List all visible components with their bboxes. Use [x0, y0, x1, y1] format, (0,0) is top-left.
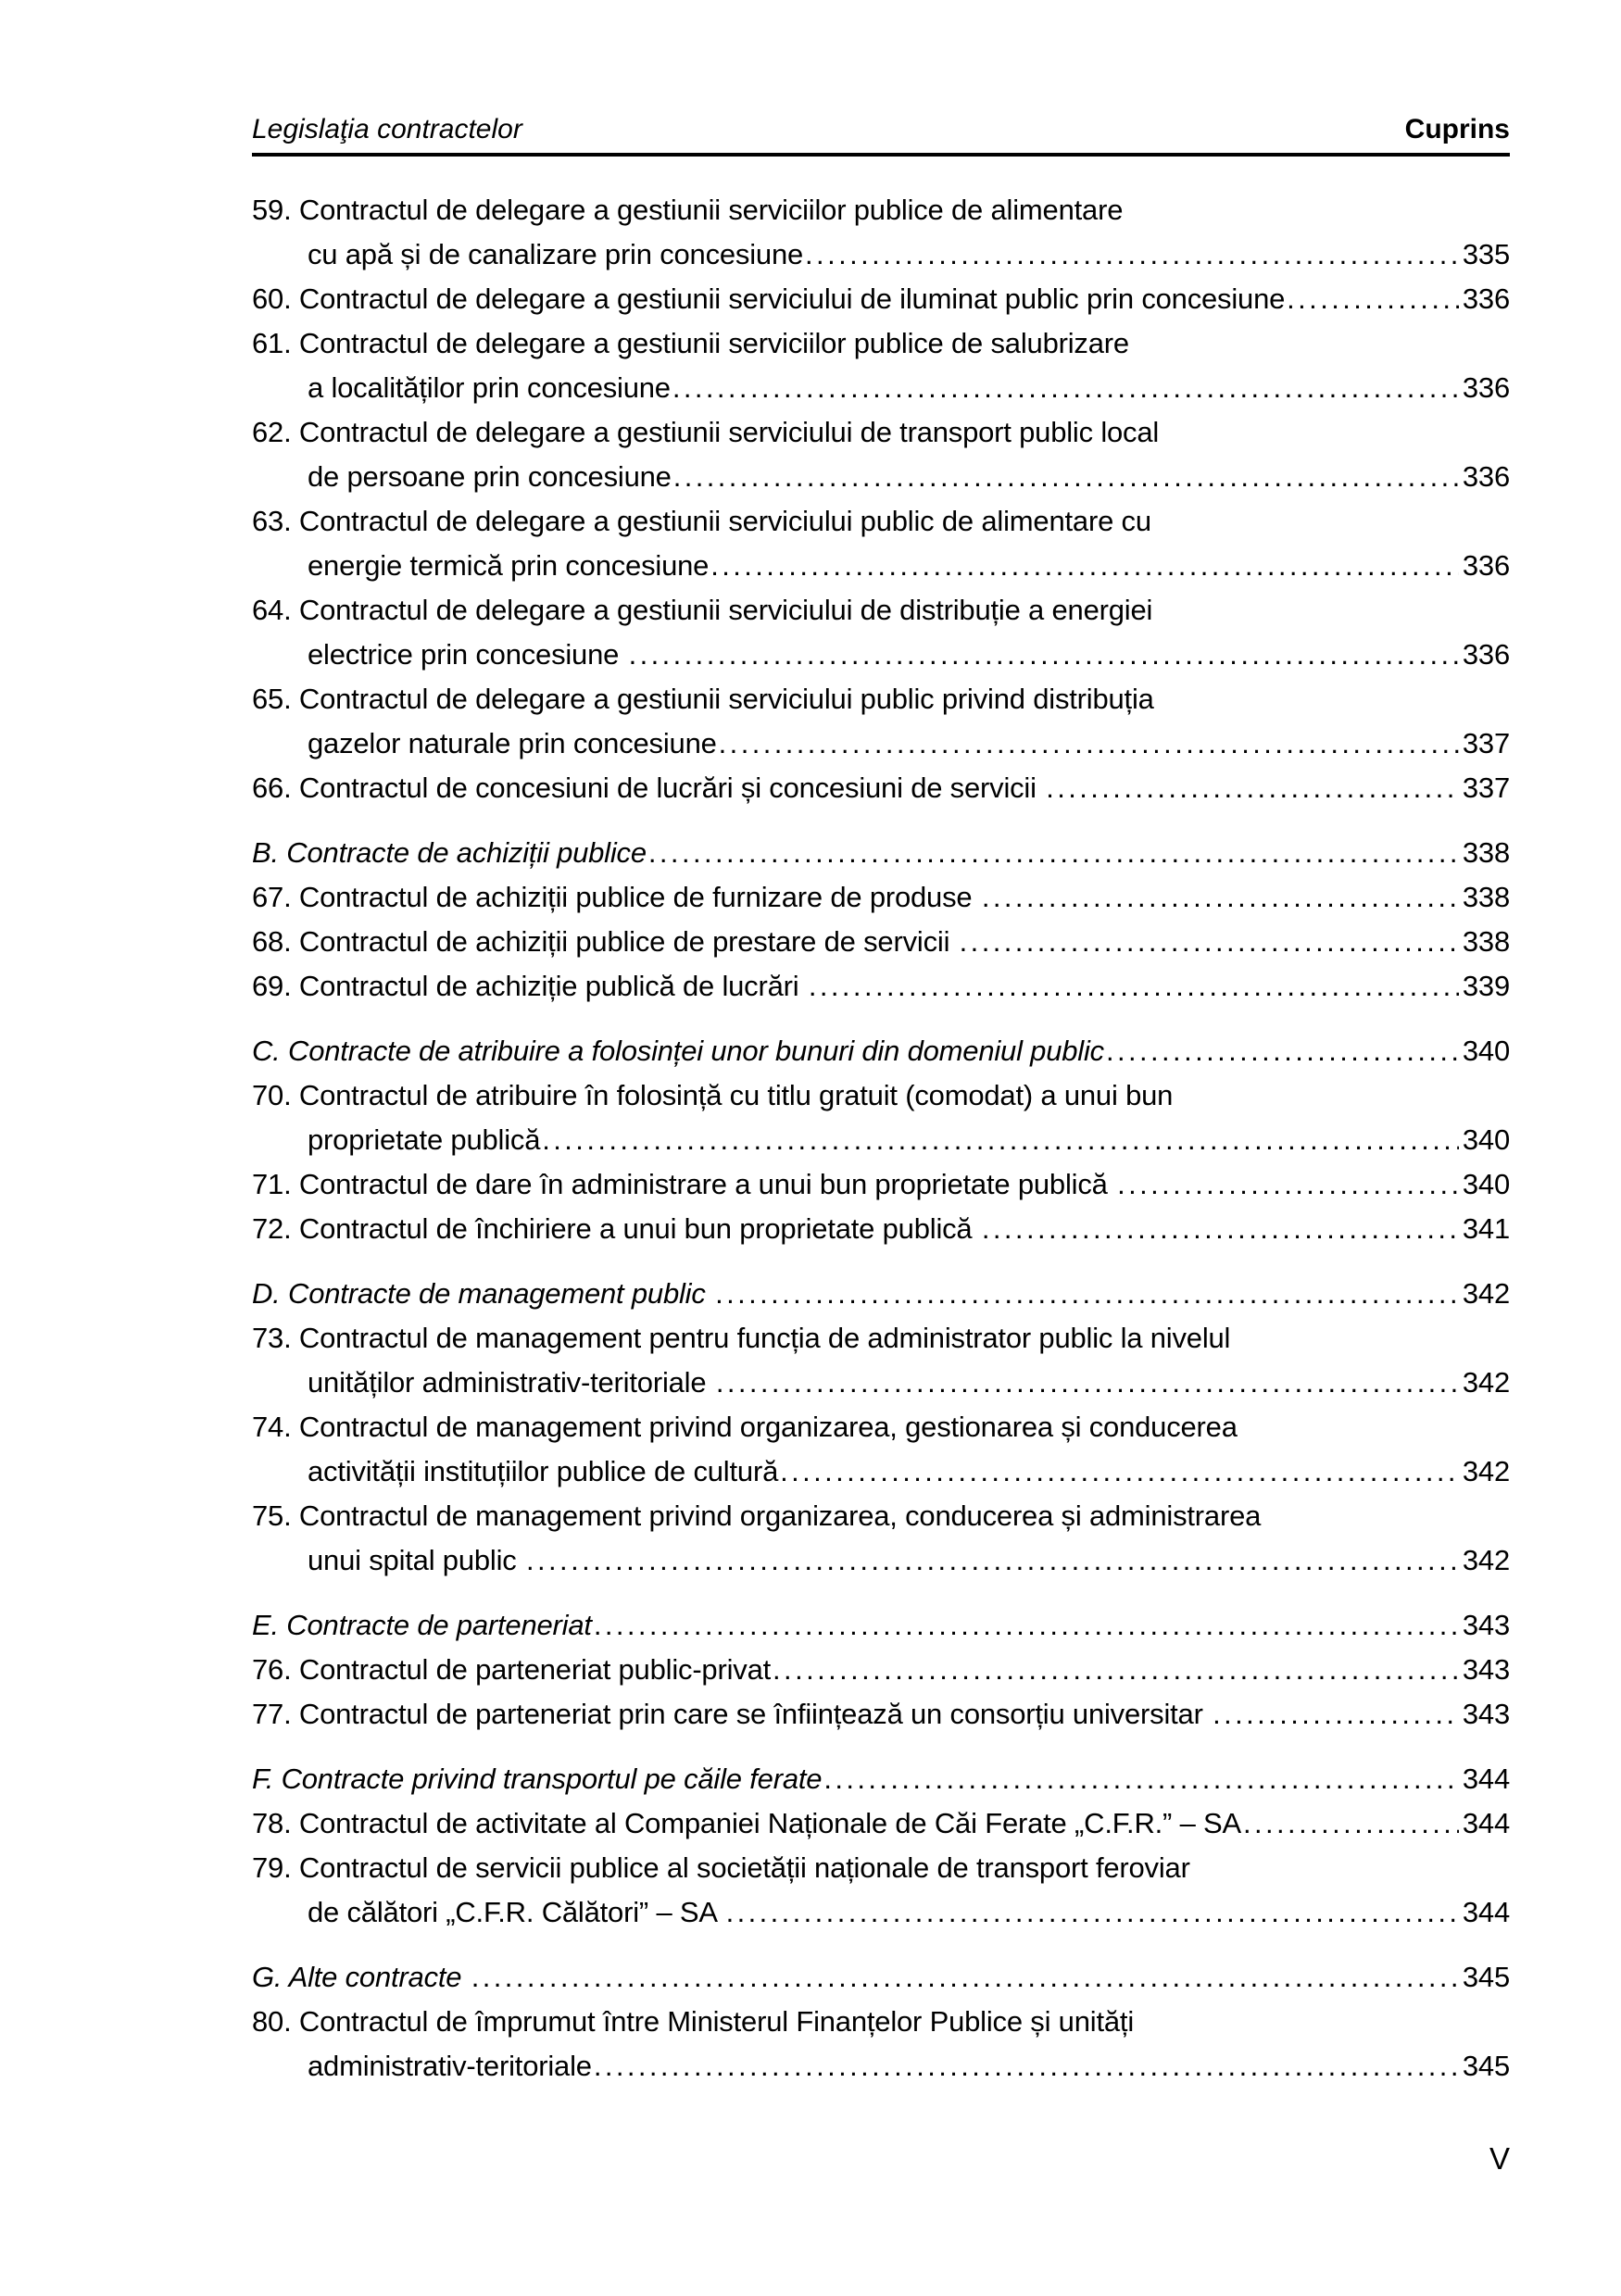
toc-line [252, 766, 1510, 810]
page-footer [252, 2140, 1510, 2177]
entry-text: administrativ-teritoriale [308, 2050, 592, 2082]
toc-list [252, 188, 1510, 2089]
entry-page-number: 337 [1462, 772, 1510, 804]
dot-leader [726, 1890, 1459, 1935]
entry-text: unui spital public [308, 1544, 525, 1576]
toc-item [252, 2000, 1510, 2089]
entry-page-number: 338 [1462, 925, 1510, 958]
toc-line [252, 1890, 1510, 1935]
dot-leader [710, 544, 1459, 588]
toc-line [252, 1361, 1510, 1405]
toc-section-heading [252, 1955, 1510, 2000]
entry-page-number: 345 [1462, 1961, 1510, 1993]
entry-text: D. Contracte de management public [252, 1277, 714, 1310]
entry-page-number: 335 [1462, 238, 1510, 270]
toc-section-heading [252, 1029, 1510, 1073]
dot-leader [594, 2044, 1459, 2089]
entry-page-number: 342 [1462, 1544, 1510, 1576]
entry-text: 61. Contractul de delegare a gestiunii serviciilor publice de salubrizare [252, 327, 1129, 359]
entry-text: activității instituțiilor publice de cultură [308, 1455, 779, 1487]
toc-line [252, 1801, 1510, 1846]
toc-item [252, 1692, 1510, 1737]
entry-page-number: 340 [1462, 1168, 1510, 1200]
toc-line [252, 875, 1510, 920]
entry-page-number: 344 [1462, 1807, 1510, 1839]
entry-text: 60. Contractul de delegare a gestiunii serviciului de iluminat public prin concesiune [252, 282, 1286, 315]
toc-item [252, 1494, 1510, 1583]
toc-item [252, 875, 1510, 920]
entry-page-number: 336 [1462, 460, 1510, 493]
toc-item [252, 277, 1510, 321]
dot-leader [982, 1207, 1459, 1251]
dot-leader [526, 1538, 1459, 1583]
toc-line [252, 366, 1510, 410]
toc-line [252, 1316, 1510, 1361]
entry-text: 70. Contractul de atribuire în folosință cu titlu gratuit (comodat) a unui bun [252, 1079, 1174, 1111]
toc-item [252, 920, 1510, 964]
toc-line [252, 1692, 1510, 1737]
entry-text: 68. Contractul de achiziții publice de prestare de servicii [252, 925, 958, 958]
entry-text: 66. Contractul de concesiuni de lucrări și concesiuni de servicii [252, 772, 1045, 804]
entry-page-number: 345 [1462, 2050, 1510, 2082]
entry-text: 62. Contractul de delegare a gestiunii serviciului de transport public local [252, 416, 1160, 448]
entry-text: energie termică prin concesiune [308, 549, 710, 582]
entry-page-number: 342 [1462, 1277, 1510, 1310]
dot-leader [780, 1449, 1459, 1494]
toc-item [252, 1405, 1510, 1494]
toc-line [252, 1449, 1510, 1494]
dot-leader [594, 1603, 1459, 1648]
toc-line [252, 1118, 1510, 1162]
entry-page-number: 336 [1462, 371, 1510, 404]
toc-line [252, 1955, 1510, 2000]
toc-line [252, 1538, 1510, 1583]
toc-section-heading [252, 831, 1510, 875]
entry-text: de călători „C.F.R. Călători” – SA [308, 1896, 724, 1928]
entry-page-number: 337 [1462, 727, 1510, 759]
entry-page-number: 336 [1462, 282, 1510, 315]
toc-line [252, 410, 1510, 455]
dot-leader [823, 1757, 1459, 1801]
toc-line [252, 321, 1510, 366]
folio-page-number: V [1489, 2141, 1510, 2176]
toc-item [252, 499, 1510, 588]
entry-text: G. Alte contracte [252, 1961, 470, 1993]
entry-page-number: 343 [1462, 1653, 1510, 1686]
toc-line [252, 455, 1510, 499]
dot-leader [773, 1648, 1459, 1692]
entry-text: unităților administrativ-teritoriale [308, 1366, 714, 1399]
entry-page-number: 336 [1462, 549, 1510, 582]
entry-page-number: 343 [1462, 1609, 1510, 1641]
entry-page-number: 340 [1462, 1035, 1510, 1067]
toc-line [252, 588, 1510, 633]
toc-item [252, 964, 1510, 1009]
toc-item [252, 1846, 1510, 1935]
entry-text: electrice prin concesiune [308, 638, 627, 671]
dot-leader [648, 831, 1459, 875]
chapter-label: Cuprins [1404, 114, 1510, 144]
entry-text: 78. Contractul de activitate al Companiei Naționale de Căi Ferate „C.F.R.” – SA [252, 1807, 1241, 1839]
entry-text: 72. Contractul de închiriere a unui bun proprietate publică [252, 1212, 980, 1245]
toc-item [252, 588, 1510, 677]
dot-leader [1046, 766, 1459, 810]
entry-text: 67. Contractul de achiziții publice de furnizare de produse [252, 881, 980, 913]
entry-text: 77. Contractul de parteneriat prin care se înființează un consorțiu universitar [252, 1698, 1212, 1730]
toc-item [252, 1648, 1510, 1692]
dot-leader [542, 1118, 1459, 1162]
dot-leader [1243, 1801, 1459, 1846]
toc-item [252, 1207, 1510, 1251]
dot-leader [471, 1955, 1459, 2000]
toc-line [252, 188, 1510, 232]
dot-leader [715, 1272, 1459, 1316]
entry-page-number: 342 [1462, 1366, 1510, 1399]
entry-text: 79. Contractul de servicii publice al societății naționale de transport feroviar [252, 1851, 1190, 1884]
entry-page-number: 344 [1462, 1896, 1510, 1928]
entry-text: cu apă și de canalizare prin concesiune [308, 238, 804, 270]
toc-item [252, 1073, 1510, 1162]
dot-leader [1287, 277, 1459, 321]
entry-text: a localităților prin concesiune [308, 371, 671, 404]
toc-line [252, 1846, 1510, 1890]
toc-line [252, 964, 1510, 1009]
entry-page-number: 339 [1462, 970, 1510, 1002]
toc-line [252, 633, 1510, 677]
toc-item [252, 410, 1510, 499]
entry-text: E. Contracte de parteneriat [252, 1609, 592, 1641]
entry-page-number: 338 [1462, 836, 1510, 869]
entry-text: proprietate publică [308, 1123, 541, 1156]
dot-leader [673, 455, 1459, 499]
toc-line [252, 1029, 1510, 1073]
entry-page-number: 344 [1462, 1763, 1510, 1795]
toc-item [252, 677, 1510, 766]
dot-leader [716, 1361, 1459, 1405]
toc-line [252, 2044, 1510, 2089]
entry-text: gazelor naturale prin concesiune [308, 727, 717, 759]
entry-text: C. Contracte de atribuire a folosinței unor bunuri din domeniul public [252, 1035, 1104, 1067]
toc-line [252, 1494, 1510, 1538]
toc-item [252, 188, 1510, 277]
dot-leader [629, 633, 1459, 677]
toc-line [252, 1272, 1510, 1316]
toc-line [252, 721, 1510, 766]
toc-line [252, 831, 1510, 875]
dot-leader [809, 964, 1459, 1009]
toc-item [252, 766, 1510, 810]
running-title: Legislaţia contractelor [252, 114, 522, 144]
toc-line [252, 1162, 1510, 1207]
entry-text: 63. Contractul de delegare a gestiunii serviciului public de alimentare cu [252, 505, 1151, 537]
toc-section-heading [252, 1603, 1510, 1648]
entry-text: 75. Contractul de management privind organizarea, conducerea și administrarea [252, 1499, 1262, 1532]
toc-item [252, 1316, 1510, 1405]
toc-line [252, 544, 1510, 588]
entry-text: B. Contracte de achiziții publice [252, 836, 647, 869]
dot-leader [1117, 1162, 1459, 1207]
entry-text: 71. Contractul de dare în administrare a unui bun proprietate publică [252, 1168, 1116, 1200]
entry-page-number: 336 [1462, 638, 1510, 671]
toc-item [252, 1162, 1510, 1207]
entry-text: 80. Contractul de împrumut între Ministerul Finanțelor Publice și unități [252, 2005, 1135, 2038]
entry-text: de persoane prin concesiune [308, 460, 672, 493]
dot-leader [1213, 1692, 1459, 1737]
entry-page-number: 341 [1462, 1212, 1510, 1245]
entry-text: 64. Contractul de delegare a gestiunii serviciului de distribuție a energiei [252, 594, 1153, 626]
toc-line [252, 920, 1510, 964]
toc-line [252, 499, 1510, 544]
dot-leader [982, 875, 1459, 920]
entry-page-number: 340 [1462, 1123, 1510, 1156]
entry-text: F. Contracte privind transportul pe căile ferate [252, 1763, 823, 1795]
toc-section-heading [252, 1757, 1510, 1801]
entry-text: 76. Contractul de parteneriat public-privat [252, 1653, 772, 1686]
toc-item [252, 1801, 1510, 1846]
toc-item [252, 321, 1510, 410]
toc-line [252, 677, 1510, 721]
toc-line [252, 1757, 1510, 1801]
toc-line [252, 232, 1510, 277]
entry-page-number: 342 [1462, 1455, 1510, 1487]
toc-section-heading [252, 1272, 1510, 1316]
entry-text: 69. Contractul de achiziție publică de lucrări [252, 970, 807, 1002]
entry-page-number: 338 [1462, 881, 1510, 913]
toc-line [252, 1603, 1510, 1648]
toc-line [252, 277, 1510, 321]
entry-text: 59. Contractul de delegare a gestiunii serviciilor publice de alimentare [252, 194, 1124, 226]
entry-text: 73. Contractul de management pentru funcția de administrator public la nivelul [252, 1322, 1231, 1354]
toc-line [252, 2000, 1510, 2044]
dot-leader [1106, 1029, 1459, 1073]
toc-line [252, 1648, 1510, 1692]
toc-line [252, 1207, 1510, 1251]
dot-leader [672, 366, 1459, 410]
entry-text: 74. Contractul de management privind organizarea, gestionarea și conducerea [252, 1411, 1238, 1443]
dot-leader [719, 721, 1459, 766]
toc-line [252, 1405, 1510, 1449]
dot-leader [960, 920, 1459, 964]
dot-leader [805, 232, 1459, 277]
entry-page-number: 343 [1462, 1698, 1510, 1730]
page-header [252, 113, 1510, 157]
entry-text: 65. Contractul de delegare a gestiunii serviciului public privind distribuția [252, 683, 1154, 715]
toc-line [252, 1073, 1510, 1118]
